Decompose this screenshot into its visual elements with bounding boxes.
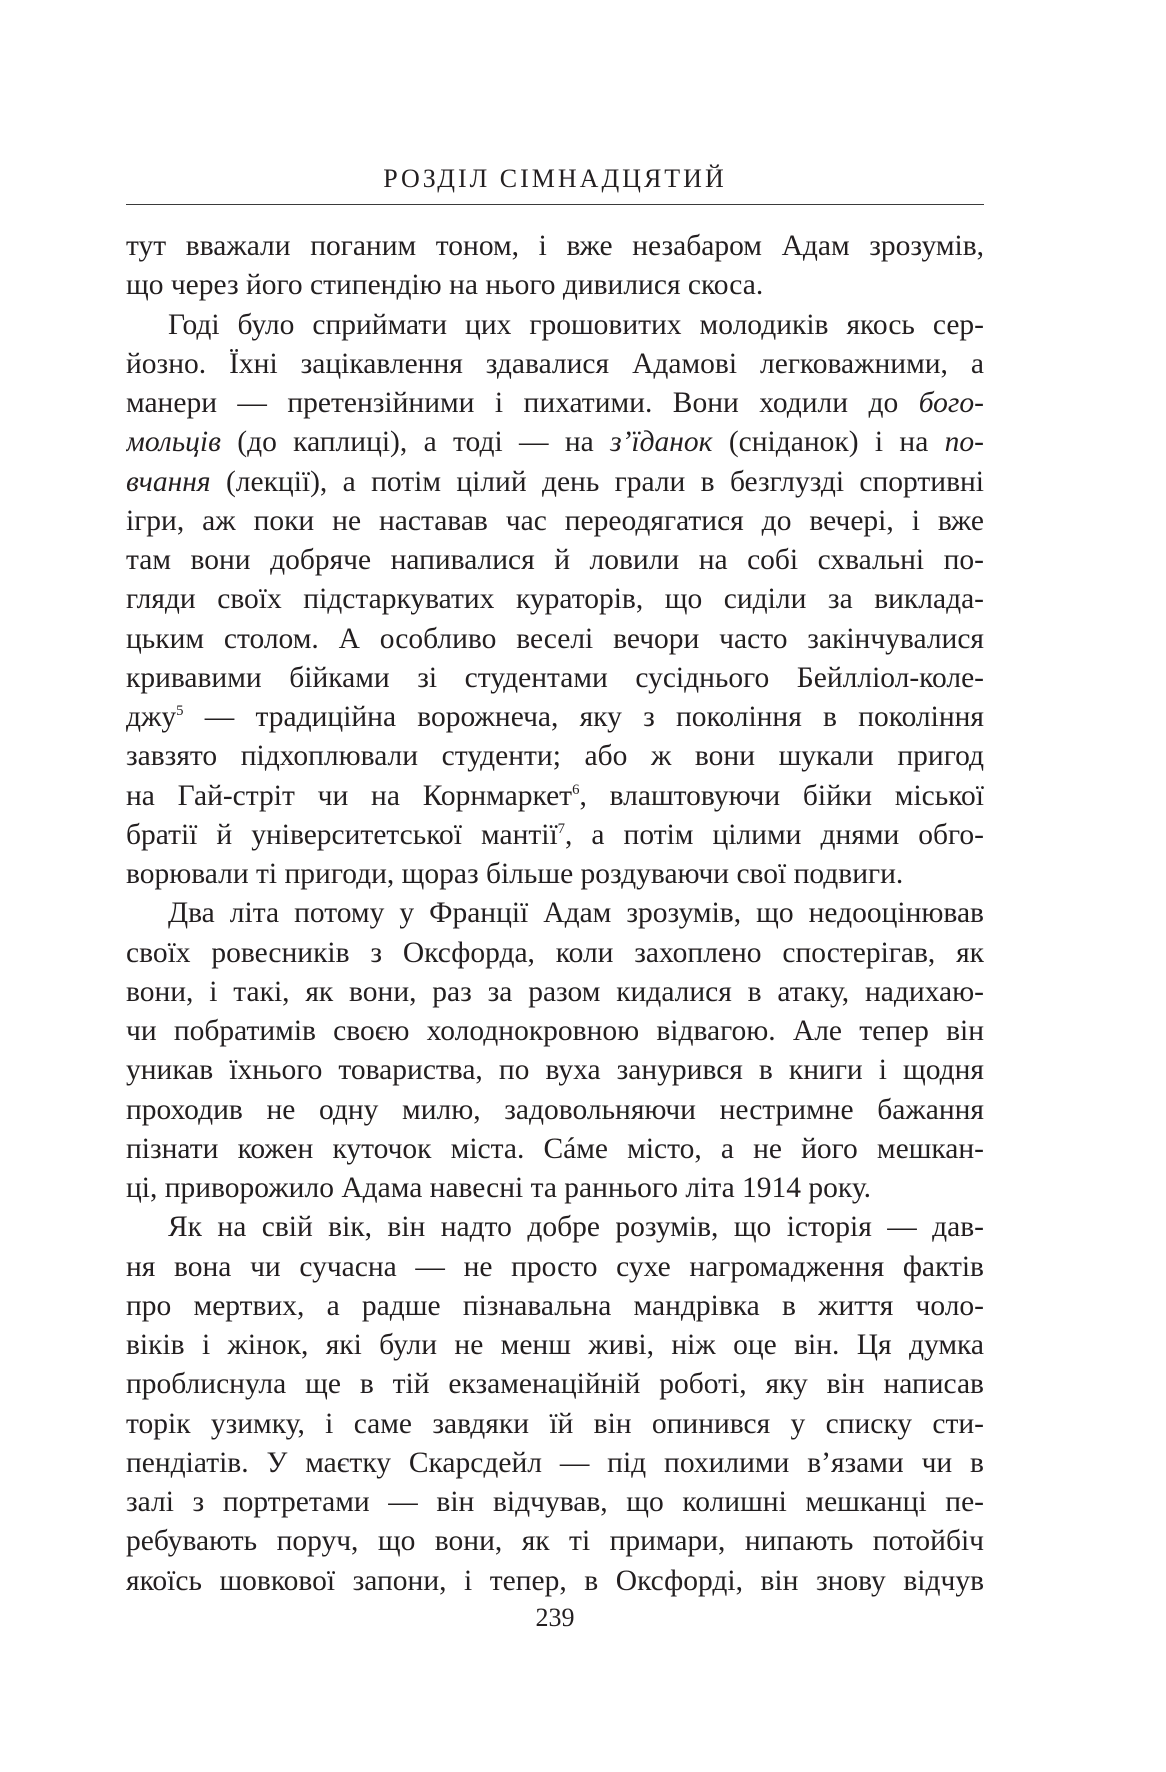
text-run: про мертвих, а радше пізнавальна мандрівка в життя чоло- [126, 1289, 984, 1322]
text-run: на Гай-стріт чи на Корнмаркет [126, 779, 573, 812]
text-run: йозно. Їхні зацікавлення здавалися Адамові легковажними, а [126, 347, 984, 380]
text-run: братії й університетської мантії [126, 818, 558, 851]
text-run: залі з портретами — він відчував, що колишні мешканці пе- [126, 1486, 984, 1518]
text-run: кривавими бійками зі студентами сусіднього Бейлліол-коле- [126, 661, 984, 694]
text-run: ці, приворожило Адама навесні та раннього літа 1914 року. [126, 1172, 872, 1204]
text-line [126, 541, 984, 580]
body-text [126, 227, 984, 1601]
text-run: джу [126, 701, 177, 733]
text-run: вони, і такі, як вони, раз за разом кидалися в атаку, надихаю- [126, 975, 984, 1008]
italic-term: вчання [126, 465, 211, 498]
text-line [126, 698, 984, 737]
text-line [126, 1130, 984, 1169]
footnote-ref: 5 [176, 703, 184, 720]
text-line [126, 1483, 984, 1522]
text-line [126, 227, 984, 266]
italic-term: мольців [126, 426, 221, 459]
text-line [126, 345, 984, 384]
text-run: віків і жінок, які були не менш живі, ніж оце він. Ця думка [126, 1329, 984, 1361]
italic-term: по- [944, 426, 984, 459]
text-run: — традиційна ворожнеча, яку з покоління в покоління [183, 701, 984, 733]
text-line [126, 1051, 984, 1090]
footnote-ref: 6 [572, 781, 580, 798]
paragraph-first-line [126, 894, 984, 933]
text-run: проходив не одну милю, задовольняючи нестримне бажання [126, 1093, 984, 1126]
text-run: , а потім цілими днями обго- [565, 818, 984, 851]
text-run: цьким столом. А особливо веселі вечори часто закінчувалися [126, 622, 984, 655]
header-rule [126, 204, 984, 205]
text-run: завзято підхоплювали студенти; або ж вони шукали пригод [126, 740, 984, 773]
text-line [126, 659, 984, 698]
text-line [126, 973, 984, 1012]
page-number: 239 [535, 1603, 575, 1632]
text-run: торік узимку, і саме завдяки їй він опинився у списку сти- [126, 1407, 984, 1440]
text-run: Два літа потому у Франції Адам зрозумів, що недооцінював [168, 897, 984, 930]
text-run: гляди своїх підстаркуватих кураторів, що сиділи за виклада- [126, 583, 984, 616]
italic-term: бого- [918, 387, 984, 419]
text-run: ігри, аж поки не наставав час переодягатися до вечері, і вже [126, 504, 984, 537]
text-run: проблиснула ще в тій екзаменаційній роботі, яку він написав [126, 1368, 984, 1401]
text-run: чи побратимів своєю холоднокровною відвагою. Але тепер він [126, 1015, 984, 1047]
text-line [126, 463, 984, 502]
text-line [126, 1012, 984, 1051]
text-line [126, 777, 984, 816]
text-line [126, 620, 984, 659]
text-run: пізнати кожен куточок міста. Сáме місто, а не його мешкан- [126, 1132, 984, 1165]
text-run: (до каплиці), а тоді — на [220, 426, 611, 459]
text-line [126, 502, 984, 541]
text-line [126, 1444, 984, 1483]
text-line [126, 1522, 984, 1561]
text-run: ворювали ті пригоди, щораз більше роздуваючи свої подвиги. [126, 858, 904, 890]
footnote-ref: 7 [557, 820, 566, 837]
text-run: (лекції), а потім цілий день грали в безглузді спортивні [210, 465, 984, 498]
text-run: якоїсь шовкової запони, і тепер, в Оксфорді, він знову відчув [126, 1564, 984, 1597]
text-line [126, 384, 984, 423]
text-line [126, 1169, 984, 1208]
text-line [126, 1287, 984, 1326]
text-run: своїх ровесників з Оксфорда, коли захоплено спостерігав, як [126, 936, 984, 969]
text-line [126, 266, 984, 305]
text-line [126, 1248, 984, 1287]
text-run: тут вважали поганим тоном, і вже незабаром Адам зрозумів, [126, 230, 984, 262]
text-run: манери — претензійними і пихатими. Вони ходили до [126, 387, 919, 419]
running-head: РОЗДІЛ СІМНАДЦЯТИЙ [383, 164, 727, 193]
text-run: Годі було сприймати цих грошовитих молодиків якось сер- [168, 308, 984, 341]
text-line [126, 1365, 984, 1404]
text-line [126, 1562, 984, 1601]
text-line [126, 580, 984, 619]
text-line [126, 1326, 984, 1365]
text-run: ня вона чи сучасна — не просто сухе нагромадження фактів [126, 1250, 984, 1283]
text-line [126, 855, 984, 894]
text-run: ребувають поруч, що вони, як ті примари, нипають потойбіч [126, 1525, 984, 1558]
text-line [126, 934, 984, 973]
text-run: там вони добряче напивалися й ловили на собі схвальні по- [126, 544, 984, 576]
text-run: пендіатів. У маєтку Скарсдейл — під похилими в’язами чи в [126, 1446, 984, 1479]
paragraph-first-line [126, 1208, 984, 1247]
text-line [126, 1091, 984, 1130]
text-run: уникав їхнього товариства, по вуха занурився в книги і щодня [126, 1054, 984, 1087]
text-line [126, 423, 984, 462]
text-line [126, 816, 984, 855]
text-line [126, 737, 984, 776]
paragraph-first-line [126, 306, 984, 345]
italic-term: з’їданок [610, 426, 713, 459]
text-run: , влаштовуючи бійки міської [579, 779, 984, 812]
text-run: (сніданок) і на [712, 426, 945, 459]
text-run: Як на свій вік, він надто добре розумів, що історія — дав- [168, 1211, 984, 1244]
text-run: що через його стипендію на нього дивилися скоса. [126, 269, 764, 302]
text-line [126, 1405, 984, 1444]
